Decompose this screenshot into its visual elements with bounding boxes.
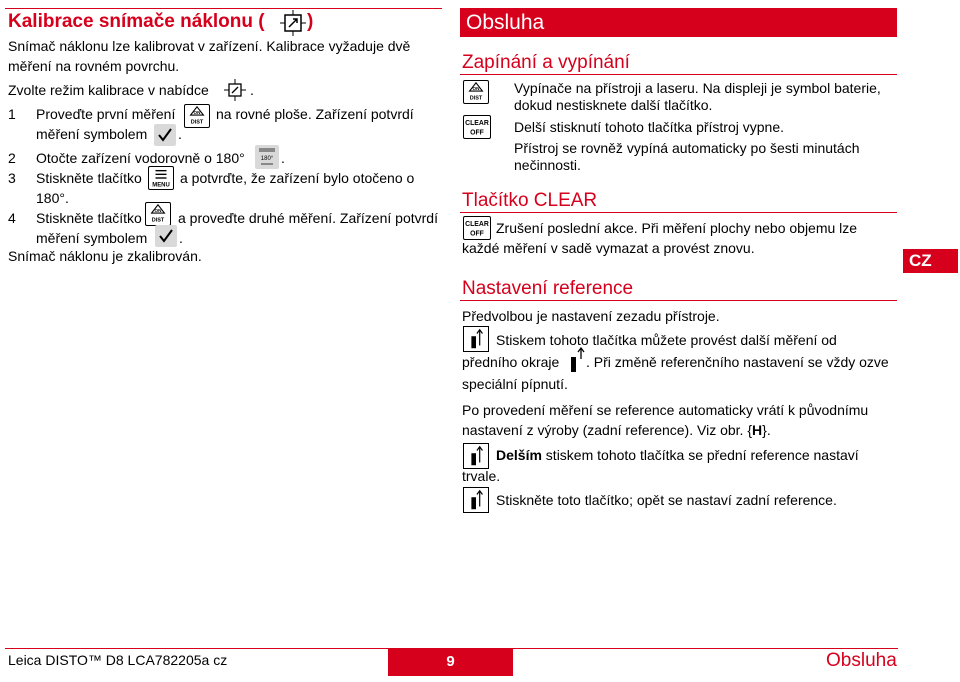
svg-text:ON: ON [193, 110, 201, 116]
on-dist-key-icon [184, 104, 210, 128]
clear-off-key-icon [463, 115, 491, 139]
tilt-calibration-icon [280, 10, 306, 36]
step-4-end: . [179, 230, 183, 246]
svg-text:CLEAR: CLEAR [465, 221, 489, 229]
onoff-line-5: nečinnosti. [514, 157, 581, 173]
section-title [8, 11, 265, 33]
step-1-text-a: Proveďte první měření [36, 106, 176, 122]
reference-line-6a: nastavení z výroby (zadní reference). Viz obr. { [462, 422, 753, 438]
reference-line-7 [496, 445, 859, 465]
step-3-text-c: 180°. [36, 190, 69, 206]
svg-text:ON: ON [472, 86, 480, 92]
onoff-heading: Zapínání a vypínání [462, 52, 630, 73]
reference-line-9: Stiskněte toto tlačítko; opět se nastaví zadní reference. [496, 492, 837, 508]
svg-text:DIST: DIST [469, 95, 483, 102]
clear-heading: Tlačítko CLEAR [462, 190, 598, 211]
onoff-line-1: Vypínače na přístroji a laseru. Na displeji je symbol baterie, [514, 80, 881, 96]
onoff-line-2: dokud nestisknete další tlačítko. [514, 97, 713, 113]
title-text: Kalibrace snímače náklonu ( [8, 11, 265, 32]
onoff-line-3: Delší stisknutí tohoto tlačítka přístroj vypne. [514, 119, 785, 135]
title-end: ) [307, 11, 314, 32]
step-4-text-a: Stiskněte tlačítko [36, 210, 142, 226]
step-1-text-c: měření symbolem [36, 126, 148, 142]
step-1-number: 1 [8, 106, 16, 122]
step-3-text-b: a potvrďte, že zařízení bylo otočeno o [180, 170, 415, 186]
reference-key-icon [463, 487, 489, 513]
reference-line-6c: }. [762, 422, 771, 438]
clear-rule [460, 212, 897, 213]
svg-text:OFF: OFF [470, 129, 484, 137]
reference-line-1: Předvolbou je nastavení zezadu přístroje. [462, 308, 720, 324]
clear-line-1: Zrušení poslední akce. Při měření plochy nebo objemu lze [496, 220, 858, 236]
svg-text:CLEAR: CLEAR [465, 120, 489, 128]
checkmark-icon [154, 124, 176, 146]
reference-key-icon [463, 326, 489, 352]
svg-text:MENU: MENU [152, 182, 170, 189]
on-dist-key-icon [463, 80, 489, 104]
reference-line-6 [462, 420, 771, 440]
reference-rule [460, 300, 897, 301]
step-1-end: . [178, 126, 182, 142]
svg-text:OFF: OFF [470, 230, 484, 238]
step-3-text-a: Stiskněte tlačítko [36, 170, 142, 186]
reference-line-7-bold: Delším [496, 447, 542, 463]
calibration-menu-icon [222, 79, 248, 101]
intro-line-2: měření na rovném povrchu. [8, 58, 180, 74]
intro-line-1: Snímač náklonu lze kalibrovat v zařízení. Kalibrace vyžaduje dvě [8, 38, 411, 54]
page-number: 9 [388, 648, 513, 676]
rotate-180-display-icon [255, 145, 279, 169]
reference-heading: Nastavení reference [462, 278, 634, 299]
step-2-end: . [281, 150, 285, 166]
step-2-number: 2 [8, 150, 16, 166]
reference-line-2: Stiskem tohoto tlačítka můžete provést další měření od [496, 332, 837, 348]
language-tab: CZ [903, 249, 958, 273]
menu-instruction: Zvolte režim kalibrace v nabídce [8, 82, 209, 98]
svg-text:ON: ON [154, 208, 162, 214]
onoff-rule [460, 74, 897, 75]
figure-ref-letter: H [752, 422, 763, 438]
menu-instruction-end: . [250, 82, 254, 98]
reference-line-7-rest: stiskem tohoto tlačítka se přední reference nastaví [541, 447, 859, 463]
step-4-number: 4 [8, 210, 16, 226]
reference-line-3b: . Při změně referenčního nastavení se vždy ozve [586, 354, 889, 370]
top-rule-left [5, 8, 442, 9]
clear-line-2: každé měření v sadě vymazat a provést znovu. [462, 240, 755, 256]
calibration-done-text: Snímač náklonu je zkalibrován. [8, 248, 202, 264]
front-reference-icon [568, 347, 588, 373]
reference-line-3a: předního okraje [462, 354, 560, 370]
step-4-text-c: měření symbolem [36, 230, 148, 246]
footer-product: Leica DISTO™ D8 LCA782205a cz [8, 652, 228, 668]
footer-section: Obsluha [826, 650, 897, 671]
step-3-number: 3 [8, 170, 16, 186]
checkmark-icon [155, 225, 177, 247]
reference-line-5: Po provedení měření se reference automaticky vrátí k původnímu [462, 402, 869, 418]
menu-key-icon [148, 166, 174, 190]
svg-text:DIST: DIST [151, 217, 165, 224]
reference-line-4: speciální pípnutí. [462, 376, 568, 392]
step-2-text: Otočte zařízení vodorovně o 180° [36, 150, 245, 166]
on-dist-key-icon [145, 202, 171, 226]
svg-text:DIST: DIST [190, 119, 204, 126]
reference-line-8: trvale. [462, 468, 501, 484]
svg-text:180°: 180° [260, 156, 274, 162]
clear-off-key-icon [463, 216, 491, 240]
onoff-line-4: Přístroj se rovněž vypíná automaticky po šesti minutách [514, 140, 860, 156]
step-1-text-b: na rovné ploše. Zařízení potvrdí [216, 106, 414, 122]
step-4-text-b: a proveďte druhé měření. Zařízení potvrdí [178, 210, 438, 226]
section-banner: Obsluha [460, 8, 897, 37]
